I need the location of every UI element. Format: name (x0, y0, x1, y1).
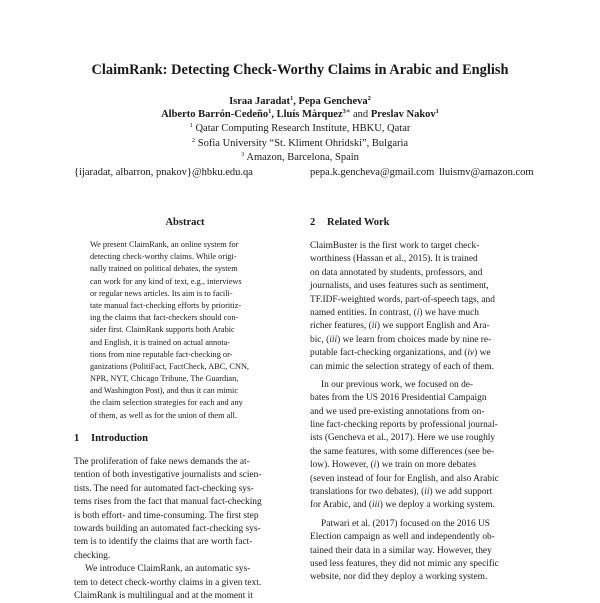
author-affiliation-mark: 2 (367, 95, 371, 102)
introduction-line: tems rises from the fact that manual fact-checking (74, 497, 262, 508)
affiliation-3: $^3$ Amazon, Barcelona, Spain (241, 151, 359, 163)
introduction-line: We introduce ClaimRank, an automatic sys- (85, 564, 251, 575)
related-work-paragraph (310, 240, 532, 374)
introduction-line: tists. The need for automated fact-checking sys- (74, 483, 254, 494)
section-title: Introduction (91, 433, 148, 444)
related-work-line: line fact-checking reports by professional journal- (310, 420, 498, 431)
related-work-line: website, nor did they deploy a working system. (310, 572, 488, 583)
introduction-line: towards building an automated fact-checking sys- (74, 523, 261, 534)
related-work-line: bic, (iii) we learn from choices made by nine re- (310, 334, 492, 345)
abstract-line: or regular news articles. Its aim is to facili- (90, 288, 233, 298)
related-work-body (310, 240, 532, 585)
section-number: 1 (74, 433, 80, 444)
related-work-line: (seven instead of four for English, and also Arabic (310, 473, 499, 484)
related-work-line: bates from the US 2016 Presidential Campaign (310, 393, 487, 404)
author-affiliation-mark: 1 (268, 108, 272, 115)
introduction-body (74, 456, 296, 603)
related-work-line: the same features, with some differences (see be- (310, 446, 495, 457)
related-work-line: low). However, (i) we train on more debates (310, 460, 476, 471)
abstract-line: detecting check-worthy claims. While origi- (90, 252, 237, 262)
introduction-line: tention of both investigative journalists and scien- (74, 470, 262, 481)
author-affiliation-mark: 1 (435, 108, 439, 115)
introduction-line: tem is to identify the claims that are worth fact- (74, 537, 253, 548)
related-work-line: for Arabic, and (iii) we deploy a working system. (310, 500, 495, 511)
related-work-line: translations for two debates), (ii) we add support (310, 487, 493, 498)
introduction-heading (74, 432, 148, 445)
abstract-line: nally trained on political debates, the system (90, 264, 238, 274)
introduction-line: The proliferation of fake news demands the at- (74, 457, 250, 467)
author-emails (0, 166, 600, 179)
abstract-line: NPR, NYT, Chicago Tribune, The Guardian, (90, 374, 239, 384)
abstract-line: and English, it is trained on actual annota- (90, 337, 231, 347)
related-work-paragraph (310, 379, 532, 513)
related-work-line: putable fact-checking organizations, and (iv) we (310, 348, 491, 359)
abstract-heading: Abstract (165, 217, 205, 228)
paper-title: ClaimRank: Detecting Check-Worthy Claims in Arabic and English (91, 62, 509, 78)
authors-line-1: Israa Jaradat$^1$, Pepa Gencheva$^2$ (229, 95, 371, 107)
email-gencheva: pepa.k.gencheva@gmail.com (310, 167, 435, 178)
related-work-line: on data annotated by students, professors, and (310, 267, 483, 278)
related-work-line: ists (Gencheva et al., 2017). Here we use roughly (310, 433, 496, 444)
author-affiliation-mark: 1 (290, 95, 294, 102)
related-work-paragraph (310, 518, 532, 585)
related-work-line: In our previous work, we focused on de- (321, 379, 474, 390)
related-work-line: TF.IDF-weighted words, part-of-speech tags, and (310, 294, 495, 305)
related-work-line: named entities. In contrast, (i) we have much (310, 307, 479, 318)
abstract-line: of them, as well as for the union of them all. (90, 410, 238, 420)
author-name: Israa Jaradat (229, 96, 291, 107)
author-name: Lluís Màrquez (276, 109, 343, 120)
abstract-line: tate manual fact-checking efforts by prioritiz- (90, 300, 242, 310)
related-work-line: richer features, (ii) we support English and Ara- (310, 321, 490, 332)
abstract-line: ing the claims that fact-checkers should con- (90, 313, 239, 323)
introduction-line: is both effort- and time-consuming. The first step (74, 510, 259, 521)
related-work-line: can mimic the selection strategy of each of them. (310, 361, 495, 372)
introduction-line: checking. (74, 550, 111, 561)
affiliation-2: $^2$ Sofia University “St. Kliment Ohridski”, Bulgaria (191, 137, 409, 149)
related-work-heading (310, 216, 390, 229)
related-work-line: journalists, and uses features such as sentiment, (310, 281, 489, 292)
abstract-line: can work for any kind of text, e.g., interviews (90, 276, 242, 286)
related-work-line: Patwari et al. (2017) focused on the 2016 US (321, 518, 490, 529)
introduction-line: tem to detect check-worthy claims in a given text. (74, 577, 262, 588)
section-title: Related Work (327, 217, 390, 228)
abstract-line: sider first. ClaimRank supports both Arabic (90, 325, 235, 335)
related-work-line: and we used pre-existing annotations from on- (310, 406, 485, 417)
related-work-line: Election campaign as well and independently ob- (310, 532, 495, 543)
abstract-line: ganizations (PolitiFact, FactCheck, ABC, CNN, (90, 361, 250, 371)
author-affiliation-mark: 3∗ (342, 108, 351, 115)
abstract-line: the claim selection strategies for each and any (90, 398, 243, 408)
author-name: Alberto Barrón-Cedeño (161, 109, 269, 120)
abstract-line: and Washington Post), and thus it can mimic (90, 386, 239, 396)
email-amazon: lluismv@amazon.com (439, 167, 534, 178)
related-work-line: worthiness (Hassan et al., 2015). It is trained (310, 254, 478, 265)
author-name: Preslav Nakov (370, 109, 436, 120)
email-hbku: {ijaradat, albarron, pnakov}@hbku.edu.qa (74, 167, 253, 178)
related-work-line: tained their data in a similar way. However, they (310, 545, 492, 556)
abstract-line: We present ClaimRank, an online system for (90, 240, 239, 249)
related-work-line: ClaimBuster is the first work to target check- (310, 241, 480, 251)
authors-line-2: Alberto Barrón-Cedeño$^1$, Lluís Màrquez$^{3∗}$ and Preslav Nakov$^1$ (161, 108, 439, 120)
section-number: 2 (310, 217, 316, 228)
related-work-line: used less features, they did not mimic any specific (310, 558, 499, 569)
affiliation-1: $^1$ Qatar Computing Research Institute, HBKU, Qatar (189, 122, 411, 134)
abstract-body (90, 239, 280, 422)
abstract-line: tions from nine reputable fact-checking or- (90, 349, 233, 359)
author-name: Pepa Gencheva (298, 96, 368, 107)
introduction-line: ClaimRank is multilingual and at the moment it (74, 590, 253, 601)
